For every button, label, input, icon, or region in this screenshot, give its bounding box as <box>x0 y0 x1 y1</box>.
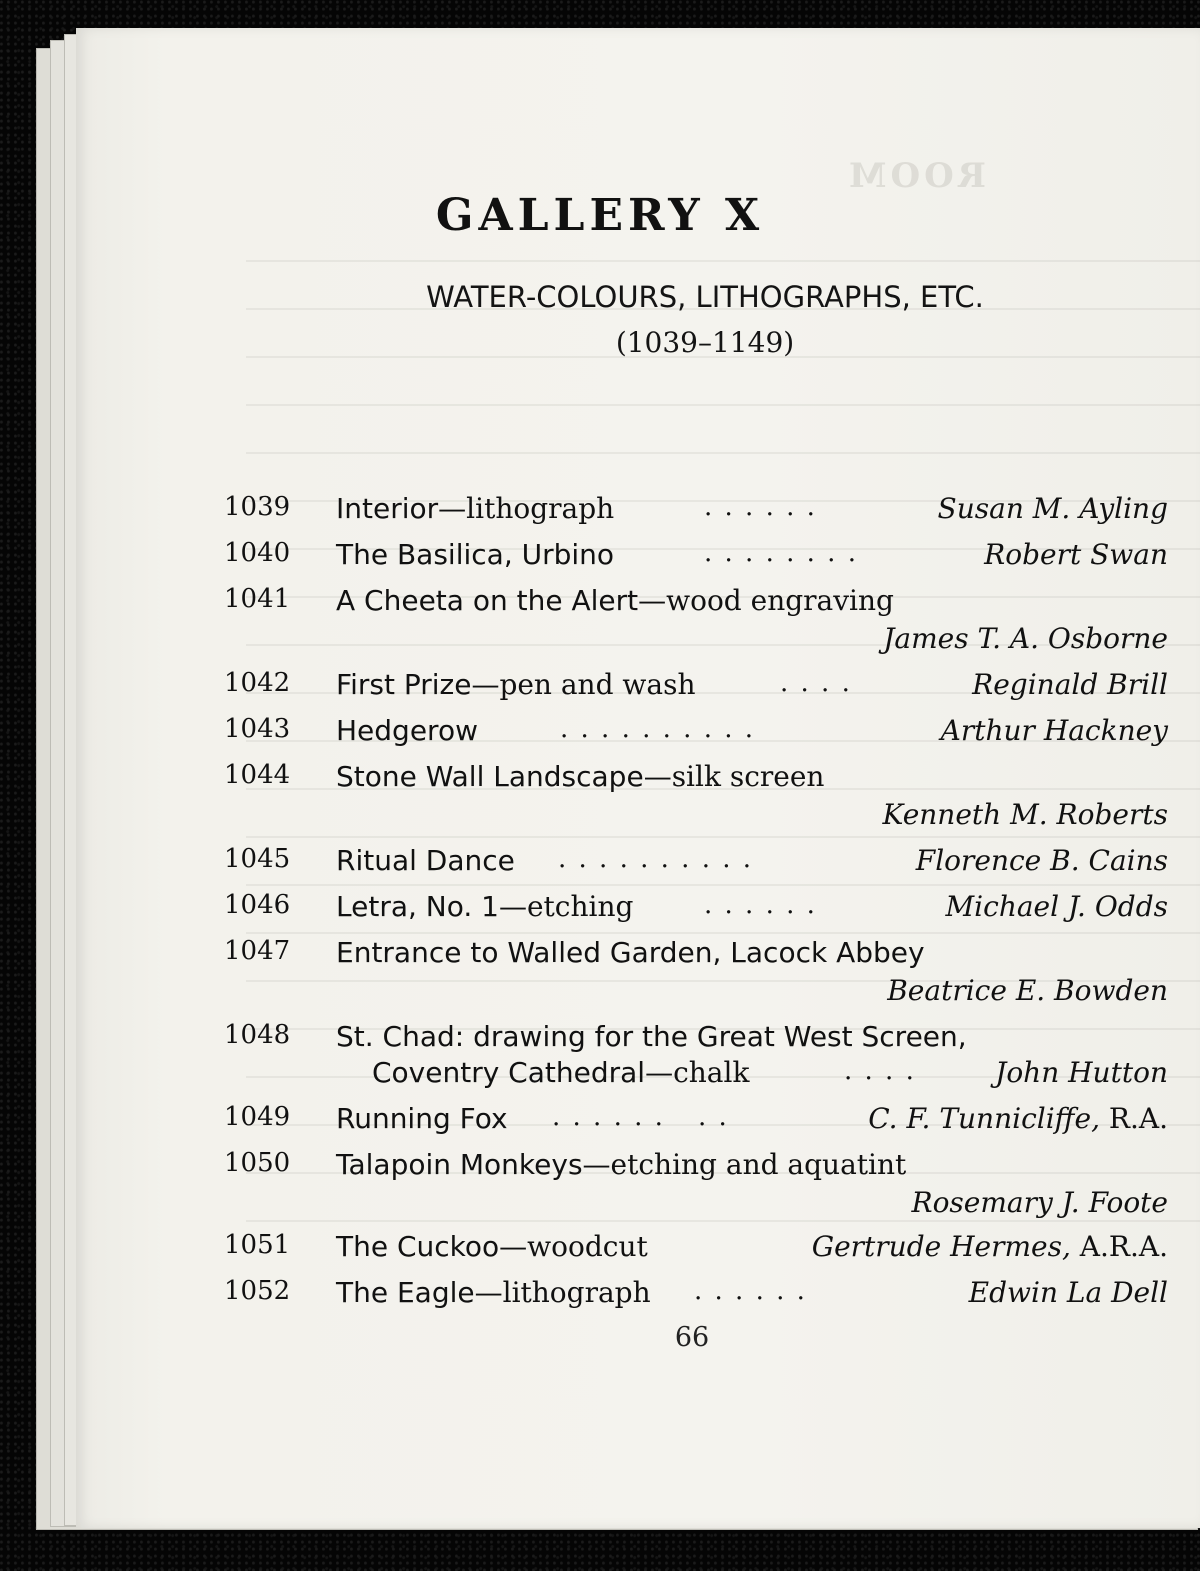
entry-title: The Eagle—lithograph <box>336 1276 651 1309</box>
catalogue-entry-artist-line <box>224 974 1168 1014</box>
entry-medium: —etching and aquatint <box>582 1148 907 1181</box>
entry-artist: Reginald Brill <box>972 668 1168 701</box>
entry-title: Running Fox <box>336 1102 508 1135</box>
entry-medium: —woodcut <box>499 1230 648 1263</box>
entry-number: 1052 <box>224 1276 291 1306</box>
entry-title: St. Chad: drawing for the Great West Screen, <box>336 1020 967 1053</box>
catalogue-entry <box>224 1102 1168 1142</box>
entry-number: 1039 <box>224 492 291 522</box>
entry-artist: Gertrude Hermes, A.R.A. <box>811 1230 1168 1263</box>
catalogue-number-range: (1039–1149) <box>615 326 795 359</box>
catalogue-entry <box>224 1020 1168 1060</box>
show-through-reverse-text: ROOM <box>246 128 1200 1428</box>
entry-number: 1043 <box>224 714 291 744</box>
entry-artist: Michael J. Odds <box>945 890 1168 923</box>
dot-leader: . . . . <box>780 668 852 698</box>
entry-title: The Basilica, Urbino <box>336 538 615 571</box>
catalogue-entry <box>224 668 1168 708</box>
entry-honour: R.A. <box>1108 1102 1168 1135</box>
entry-title: Interior—lithograph <box>336 492 615 525</box>
entry-artist: C. F. Tunnicliffe, R.A. <box>868 1102 1168 1135</box>
entry-artist: Rosemary J. Foote <box>911 1186 1168 1219</box>
catalogue-entry <box>224 760 1168 800</box>
entry-number: 1040 <box>224 538 291 568</box>
entry-artist: John Hutton <box>995 1056 1168 1089</box>
catalogue-entry <box>224 1276 1168 1316</box>
entry-number: 1047 <box>224 936 291 966</box>
dot-leader: . . . . . . <box>552 1102 665 1132</box>
catalogue-entry <box>224 714 1168 754</box>
entry-number: 1041 <box>224 584 291 614</box>
entry-medium: —pen and wash <box>471 668 696 701</box>
catalogue-entry-artist-line <box>224 622 1168 662</box>
dot-leader: . . . . . . . . <box>704 538 858 568</box>
entry-number: 1051 <box>224 1230 291 1260</box>
catalogue-entry-continued <box>224 1056 1168 1096</box>
catalogue-entry <box>224 492 1168 532</box>
entry-medium: —wood engraving <box>638 584 894 617</box>
entry-number: 1045 <box>224 844 291 874</box>
entry-number: 1049 <box>224 1102 291 1132</box>
entry-title: Entrance to Walled Garden, Lacock Abbey <box>336 936 925 969</box>
entry-artist: Susan M. Ayling <box>937 492 1168 525</box>
entry-number: 1044 <box>224 760 291 790</box>
entry-medium: —etching <box>498 890 634 923</box>
catalogue-entry <box>224 844 1168 884</box>
entry-title: Talapoin Monkeys—etching and aquatint <box>336 1148 907 1181</box>
dot-leader: . . . . . . <box>704 492 817 522</box>
page-number: 66 <box>674 1322 710 1353</box>
catalogue-entry <box>224 1230 1168 1270</box>
entry-number: 1046 <box>224 890 291 920</box>
catalogue-entry <box>224 1148 1168 1188</box>
entry-artist: Beatrice E. Bowden <box>887 974 1168 1007</box>
entry-title: Stone Wall Landscape—silk screen <box>336 760 825 793</box>
entry-title: A Cheeta on the Alert—wood engraving <box>336 584 894 617</box>
entry-medium: —chalk <box>645 1056 750 1089</box>
catalogue-entry-artist-line <box>224 798 1168 838</box>
catalogue-entry <box>224 584 1168 624</box>
catalogue-entry <box>224 538 1168 578</box>
entry-title: Ritual Dance <box>336 844 515 877</box>
entry-title: First Prize—pen and wash <box>336 668 696 701</box>
dot-leader: . . . . . . <box>694 1276 807 1306</box>
catalogue-entry <box>224 936 1168 976</box>
entry-medium: —silk screen <box>643 760 825 793</box>
entry-title: Letra, No. 1—etching <box>336 890 634 923</box>
dot-leader: . . <box>698 1102 729 1132</box>
dot-leader: . . . . . . . . . . <box>558 844 754 874</box>
dot-leader: . . . . <box>844 1056 916 1086</box>
dot-leader: . . . . . . . . . . <box>560 714 756 744</box>
dot-leader: . . . . . . <box>704 890 817 920</box>
entry-number: 1048 <box>224 1020 291 1050</box>
gallery-title: GALLERY X <box>435 190 765 241</box>
entry-honour: A.R.A. <box>1079 1230 1168 1263</box>
entry-title-continued: Coventry Cathedral—chalk <box>372 1056 750 1089</box>
catalogue-entry <box>224 890 1168 930</box>
entry-medium: —lithograph <box>474 1276 651 1309</box>
entry-artist: Kenneth M. Roberts <box>882 798 1168 831</box>
entry-number: 1042 <box>224 668 291 698</box>
entry-artist: Robert Swan <box>984 538 1168 571</box>
entry-title: Hedgerow <box>336 714 478 747</box>
entry-title: The Cuckoo—woodcut <box>336 1230 648 1263</box>
entry-artist: Florence B. Cains <box>915 844 1168 877</box>
catalogue-entry-artist-line <box>224 1186 1168 1226</box>
entry-artist: Edwin La Dell <box>968 1276 1168 1309</box>
section-heading: WATER-COLOURS, LITHOGRAPHS, ETC. <box>426 280 984 314</box>
entry-artist: Arthur Hackney <box>940 714 1168 747</box>
entry-number: 1050 <box>224 1148 291 1178</box>
entry-artist: James T. A. Osborne <box>883 622 1168 655</box>
entry-medium: —lithograph <box>438 492 615 525</box>
